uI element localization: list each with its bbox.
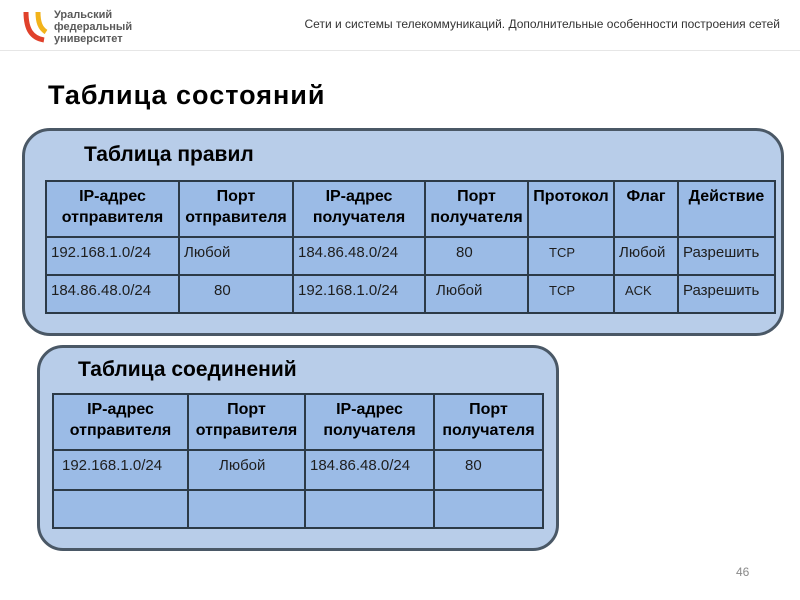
table-cell: 192.168.1.0/24 [53, 450, 188, 490]
table-cell: 184.86.48.0/24 [293, 237, 425, 275]
rules-header-cell: Порт отправителя [179, 181, 293, 237]
connections-header-cell: IP-адрес отправителя [53, 394, 188, 450]
rules-header-cell: Порт получателя [425, 181, 528, 237]
table-cell: Любой [614, 237, 678, 275]
connections-header-cell: Порт получателя [434, 394, 543, 450]
table-cell: Любой [179, 237, 293, 275]
table-cell [434, 490, 543, 528]
rules-header-cell: IP-адрес получателя [293, 181, 425, 237]
table-cell: TCP [528, 275, 614, 313]
connections-header-cell: Порт отправителя [188, 394, 305, 450]
university-logo [22, 6, 142, 46]
rules-header-cell: Действие [678, 181, 775, 237]
rules-table-title: Таблица правил [84, 143, 254, 166]
rules-header-row [46, 181, 775, 237]
table-cell: 80 [434, 450, 543, 490]
table-row [46, 237, 775, 275]
header-title: Сети и системы телекоммуникаций. Дополнительные особенности построения сетей [304, 17, 780, 31]
table-row [53, 450, 543, 490]
table-cell: 192.168.1.0/24 [46, 237, 179, 275]
rules-header-cell: IP-адрес отправителя [46, 181, 179, 237]
table-row [46, 275, 775, 313]
table-cell: TCP [528, 237, 614, 275]
ural-university-logo-icon [22, 8, 48, 44]
table-cell [305, 490, 434, 528]
page-title: Таблица состояний [48, 80, 326, 110]
connections-table [52, 393, 544, 529]
connections-header-row [53, 394, 543, 450]
rules-header-cell: Протокол [528, 181, 614, 237]
logo-text: Уральский федеральный университет [54, 9, 133, 45]
table-cell: Любой [188, 450, 305, 490]
table-cell: Разрешить [678, 237, 775, 275]
rules-header-cell: Флаг [614, 181, 678, 237]
table-cell: 80 [425, 237, 528, 275]
table-cell: 192.168.1.0/24 [293, 275, 425, 313]
table-cell: Разрешить [678, 275, 775, 313]
table-cell [188, 490, 305, 528]
table-cell: 184.86.48.0/24 [305, 450, 434, 490]
table-cell: ACK [614, 275, 678, 313]
table-cell: 184.86.48.0/24 [46, 275, 179, 313]
connections-header-cell: IP-адрес получателя [305, 394, 434, 450]
table-cell: Любой [425, 275, 528, 313]
page-number: 46 [736, 565, 750, 579]
table-row [53, 490, 543, 528]
rules-table [45, 180, 776, 314]
table-cell: 80 [179, 275, 293, 313]
header-divider [0, 50, 800, 51]
connections-table-title: Таблица соединений [78, 358, 297, 381]
table-cell [53, 490, 188, 528]
